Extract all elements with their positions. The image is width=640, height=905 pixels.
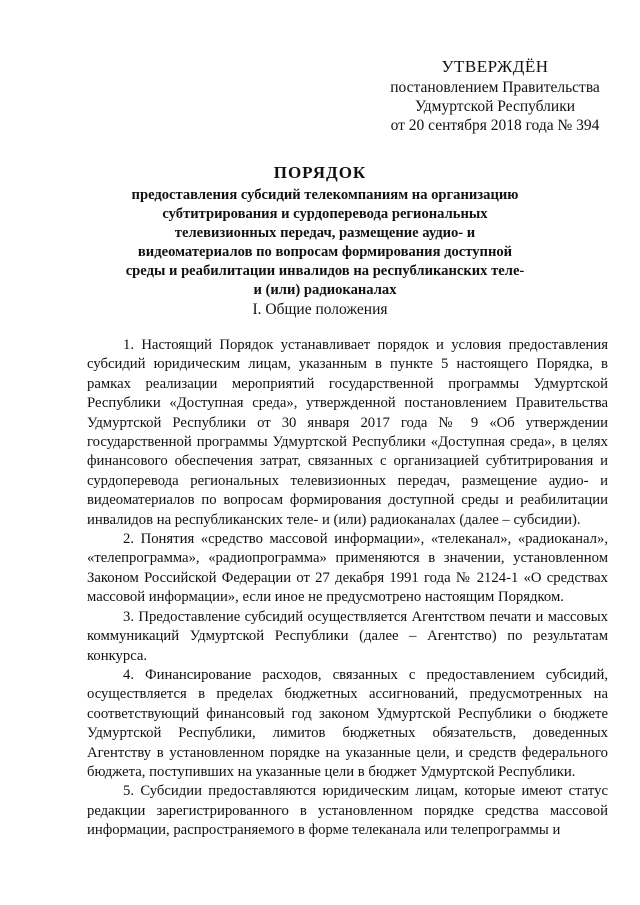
document-title: ПОРЯДОК	[273, 163, 367, 182]
approval-line-3: от 20 сентября 2018 года № 394	[390, 117, 600, 134]
paragraph-3: 3. Предоставление субсидий осуществляется Агентством печати и массовых коммуникаций Удмуртской Республики (далее – Агентство) по результатам конкурса.	[87, 608, 608, 664]
paragraph-5: 5. Субсидии предоставляются юридическим лицам, которые имеют статус редакции зарегистрированного в установленном порядке средства массовой информации, распространяемого в форме телеканала или телепрограммы и	[87, 783, 608, 839]
document-subtitle: предоставления субсидий телекомпаниям на организацию субтитрирования и сурдоперевода региональных телевизионных передач, размещение аудио- и видеоматериалов по вопросам формирования доступной среды и реабилитации инвалидов на республиканских теле- и (или) радиоканалах	[125, 187, 525, 298]
paragraph-1: 1. Настоящий Порядок устанавливает порядок и условия предоставления субсидий юридическим лицам, указанным в пункте 5 настоящего Порядка, в рамках реализации мероприятий государственной программы Удмуртской Республики «Доступная среда», утвержденной постановлением Правительства Удмуртской Республики от 30 января 2017 года № 9 «Об утверждении государственной программы Удмуртской Республики «Доступная среда», в целях финансового обеспечения затрат, связанных с организацией субтитрирования и сурдоперевода региональных телевизионных передач, размещение аудио- и видеоматериалов по вопросам формирования доступной среды и реабилитации инвалидов на республиканских теле- и (или) радиоканалах (далее – субсидии).	[87, 337, 608, 528]
paragraph-4: 4. Финансирование расходов, связанных с предоставлением субсидий, осуществляется в пределах бюджетных ассигнований, предусмотренных на соответствующий финансовый год законом Удмуртской Республики о бюджете Удмуртской Республики, лимитов бюджетных обязательств, доведенных Агентству в установленном порядке на указанные цели, и средств федерального бюджета, поступивших на указанные цели в бюджет Удмуртской Республики.	[87, 666, 608, 780]
approval-line-1: постановлением Правительства	[390, 79, 600, 96]
document-body	[87, 336, 608, 841]
section-heading: I. Общие положения	[252, 301, 388, 318]
paragraph-2: 2. Понятия «средство массовой информации», «телеканал», «радиоканал», «телепрограмма», «радиопрограмма» применяются в значении, установленном Законом Российской Федерации от 27 декабря 1991 года № 2124-1 «О средствах массовой информации», если иное не предусмотрено настоящим Порядком.	[87, 531, 608, 606]
approval-line-2: Удмуртской Республики	[414, 98, 576, 115]
approval-title: УТВЕРЖДЁН	[441, 57, 549, 76]
approval-stamp	[390, 56, 600, 135]
